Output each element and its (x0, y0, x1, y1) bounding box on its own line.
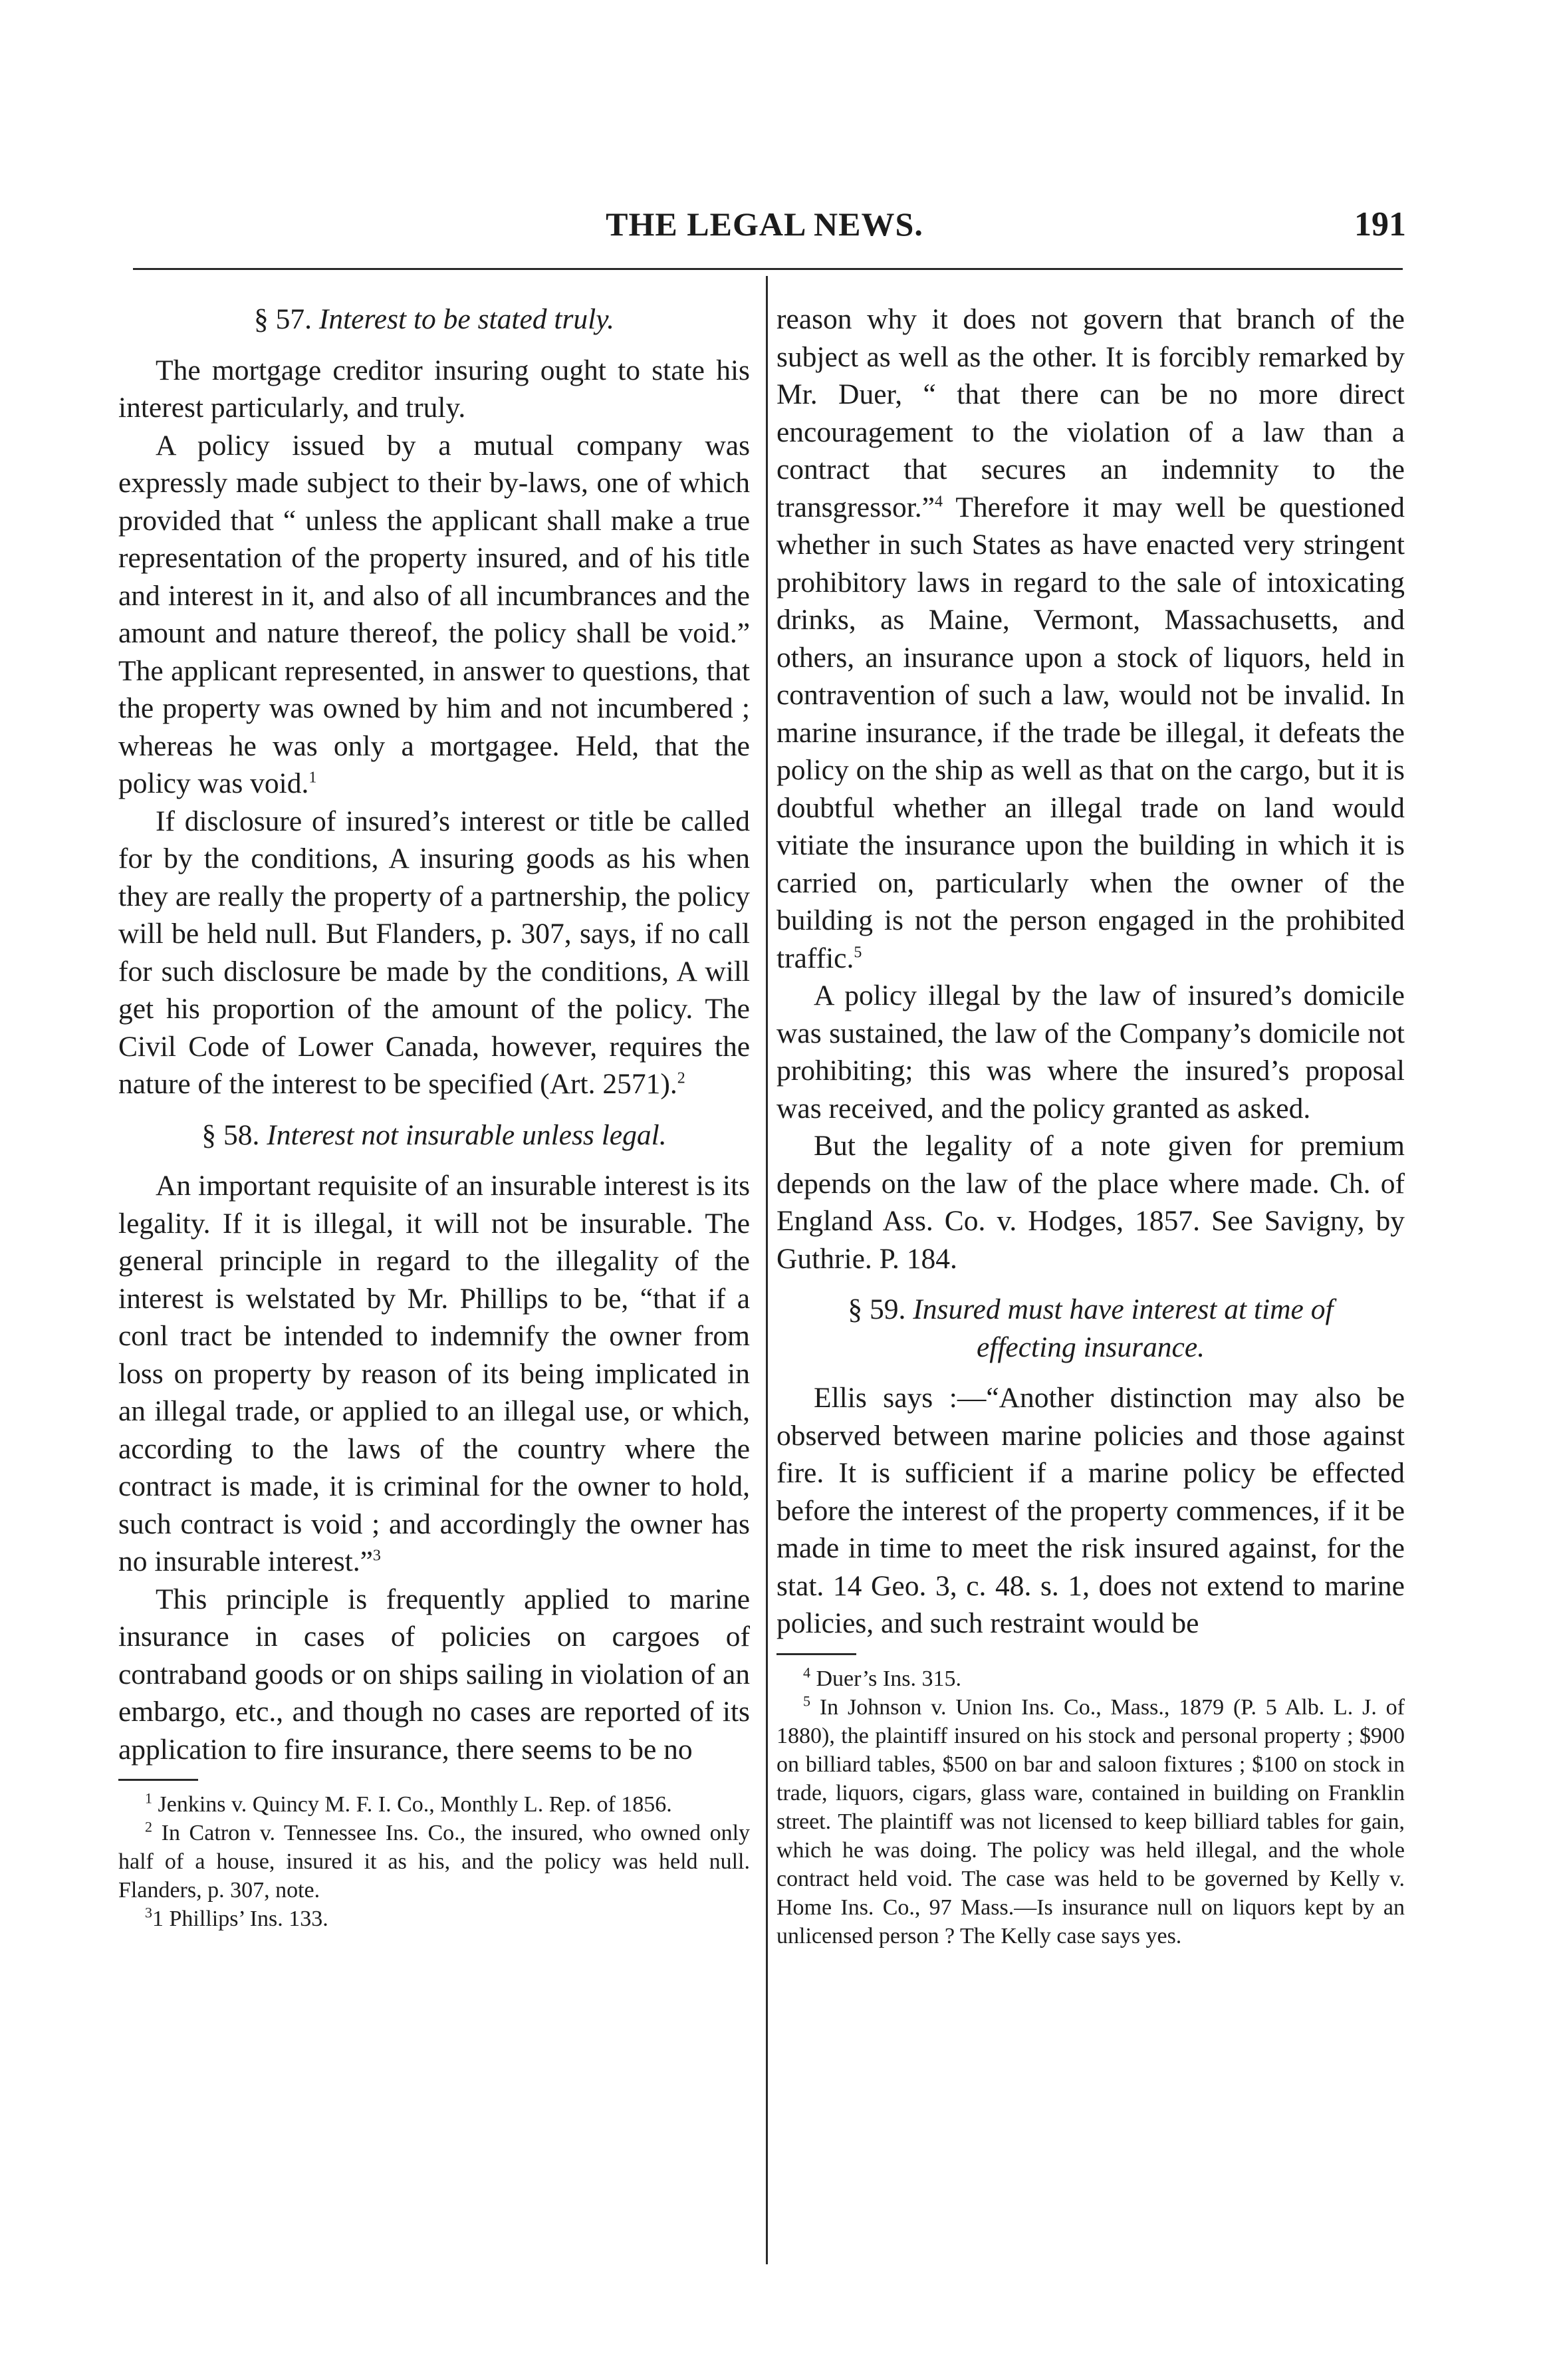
paragraph (776, 1379, 1405, 1643)
section-number: § 59. (848, 1293, 906, 1325)
paragraph-text: An important requisite of an insurable interest is its legality. If it is illegal, it will not be insurable. The general principle in regard to the illegality of the interest is welstated by Mr. Phillips to be, “that if a conl tract be intended to indemnify the owner from loss on property by reason of its being implicated in an illegal trade, or applied to an illegal use, or which, according to the laws of the country where the contract is made, it is criminal for the owner to hold, such contract is void ; and accordingly the owner has no insurable interest.” (118, 1170, 750, 1577)
footnote-text: In Catron v. Tennessee Ins. Co., the insured, who owned only half of a house, insured it as his, and the policy was held null. Flanders, p. 307, note. (118, 1821, 751, 1903)
footnote-number: 5 (803, 1692, 810, 1710)
paragraph (118, 1581, 750, 1769)
footnote-text: In Johnson v. Union Ins. Co., Mass., 1879 (P. 5 Alb. L. J. of 1880), the plaintiff insured on his stock and personal property ; $900 on billiard tables, $500 on bar and saloon fixtures ; $100 on stock in trade, liquors, cigars, glass ware, contained in building on Franklin street. The plaintiff was not licensed to keep billiard tables for gain, which he was doing. The policy was held illegal, and the whole contract held void. The case was held to be governed by Kelly v. Home Ins. Co., 97 Mass.—Is insurance null on liquors kept by an unlicensed person ? The Kelly case says yes. (776, 1694, 1405, 1948)
footnote (118, 1790, 750, 1819)
paragraph (776, 977, 1405, 1127)
paragraph (118, 1167, 750, 1581)
paragraph-text: This principle is frequently applied to marine insurance in cases of policies on cargoes of contraband goods or on ships sailing in violation of an embargo, etc., and though no cases are reported of its application to fire insurance, there seems to be no (118, 1583, 750, 1766)
section-title: Interest not insurable unless legal. (267, 1119, 667, 1151)
paragraph-text: If disclosure of insured’s interest or title be called for by the conditions, A insuring goods as his when they are really the property of a partnership, the policy will be held null. But Flanders, p. 307, says, if no call for such disclosure be made by the conditions, A will get his proportion of the amount of the policy. The Civil Code of Lower Canada, however, requires the nature of the interest to be specified (Art. 2571). (118, 805, 750, 1100)
section-heading-58 (118, 1117, 750, 1154)
paragraph-text: A policy illegal by the law of insured’s domicile was sustained, the law of the Company’s domicile not prohibiting; this was where the insured’s proposal was received, and the policy granted as asked. (776, 980, 1405, 1124)
note-reference: 2 (677, 1069, 685, 1087)
footnote-number: 3 (145, 1904, 152, 1921)
paragraph-text: Therefore it may well be questioned whether in such States as have enacted very stringent prohibitory laws in regard to the sale of intoxicating drinks, as Maine, Vermont, Massachusetts, and others, an insurance upon a stock of liquors, held in contravention of such a law, would not be invalid. In marine insurance, if the trade be illegal, it defeats the policy on the ship as well as that on the cargo, but it is doubtful whether an illegal trade on land would vitiate the insurance upon the building in which it is carried on, particularly when the owner of the building is not the person engaged in the prohibited traffic. (776, 491, 1405, 974)
section-heading-57 (118, 301, 750, 338)
footnote-rule (118, 1779, 198, 1781)
paragraph-text: Ellis says :—“Another distinction may also be observed between marine policies and those against fire. It is sufficient if a marine policy be effected before the interest of the property commences, if it be made in time to meet the risk insured against, for the stat. 14 Geo. 3, c. 48. s. 1, does not extend to marine policies, and such restraint would be (776, 1382, 1405, 1639)
paragraph-text: reason why it does not govern that branch of the subject as well as the other. It is forcibly remarked by Mr. Duer, “ that there can be no more direct encouragement to the violation of a law than a contract that secures an indemnity to the transgressor.” (776, 303, 1405, 523)
page-number: 191 (1354, 205, 1406, 243)
right-column (776, 301, 1405, 1950)
note-reference: 1 (308, 769, 317, 787)
section-number: § 57. (253, 303, 312, 335)
paragraph (118, 803, 750, 1103)
note-reference: 4 (934, 493, 943, 510)
note-reference: 3 (372, 1547, 381, 1565)
section-title: Insured must have interest at time of (913, 1293, 1334, 1325)
paragraph (118, 352, 750, 427)
paragraph (118, 427, 750, 803)
footnote-number: 1 (145, 1789, 152, 1807)
paragraph-text: But the legality of a note given for premium depends on the law of the place where made. Ch. of England Ass. Co. v. Hodges, 1857. See Savigny, by Guthrie. P. 184. (776, 1130, 1405, 1275)
footnote (118, 1905, 750, 1933)
section-title-continued: effecting insurance. (976, 1331, 1205, 1363)
footnote-rule (776, 1653, 856, 1655)
footnotes (118, 1790, 750, 1933)
footnote (776, 1693, 1405, 1950)
section-title: Interest to be stated truly. (318, 303, 615, 335)
footnote (118, 1819, 750, 1905)
column-divider (766, 276, 768, 2264)
left-column (118, 301, 750, 1933)
footnote-text: Duer’s Ins. 315. (816, 1666, 961, 1691)
footnote-text: Jenkins v. Quincy M. F. I. Co., Monthly L. Rep. of 1856. (158, 1792, 672, 1817)
note-reference: 5 (854, 944, 862, 961)
footnote-number: 4 (803, 1664, 810, 1681)
footnote-text: 1 Phillips’ Ins. 133. (152, 1907, 328, 1931)
footnotes (776, 1664, 1405, 1950)
paragraph-text: The mortgage creditor insuring ought to state his interest particularly, and truly. (118, 354, 750, 424)
paragraph (776, 301, 1405, 977)
paragraph (776, 1127, 1405, 1277)
footnote (776, 1664, 1405, 1693)
running-title: THE LEGAL NEWS. (606, 205, 923, 243)
running-head (123, 193, 1406, 253)
section-heading-59 (776, 1291, 1405, 1366)
paragraph-text: A policy issued by a mutual company was expressly made subject to their by-laws, one of which provided that “ unless the applicant shall make a true representation of the property insured, and of his title and interest in it, and also of all incumbrances and the amount and nature thereof, the policy shall be void.” The applicant represented, in answer to questions, that the property was owned by him and not incumbered ; whereas he was only a mortgagee. Held, that the policy was void. (118, 429, 750, 799)
footnote-number: 2 (145, 1818, 152, 1835)
header-rule (133, 268, 1403, 270)
section-number: § 58. (201, 1119, 260, 1151)
